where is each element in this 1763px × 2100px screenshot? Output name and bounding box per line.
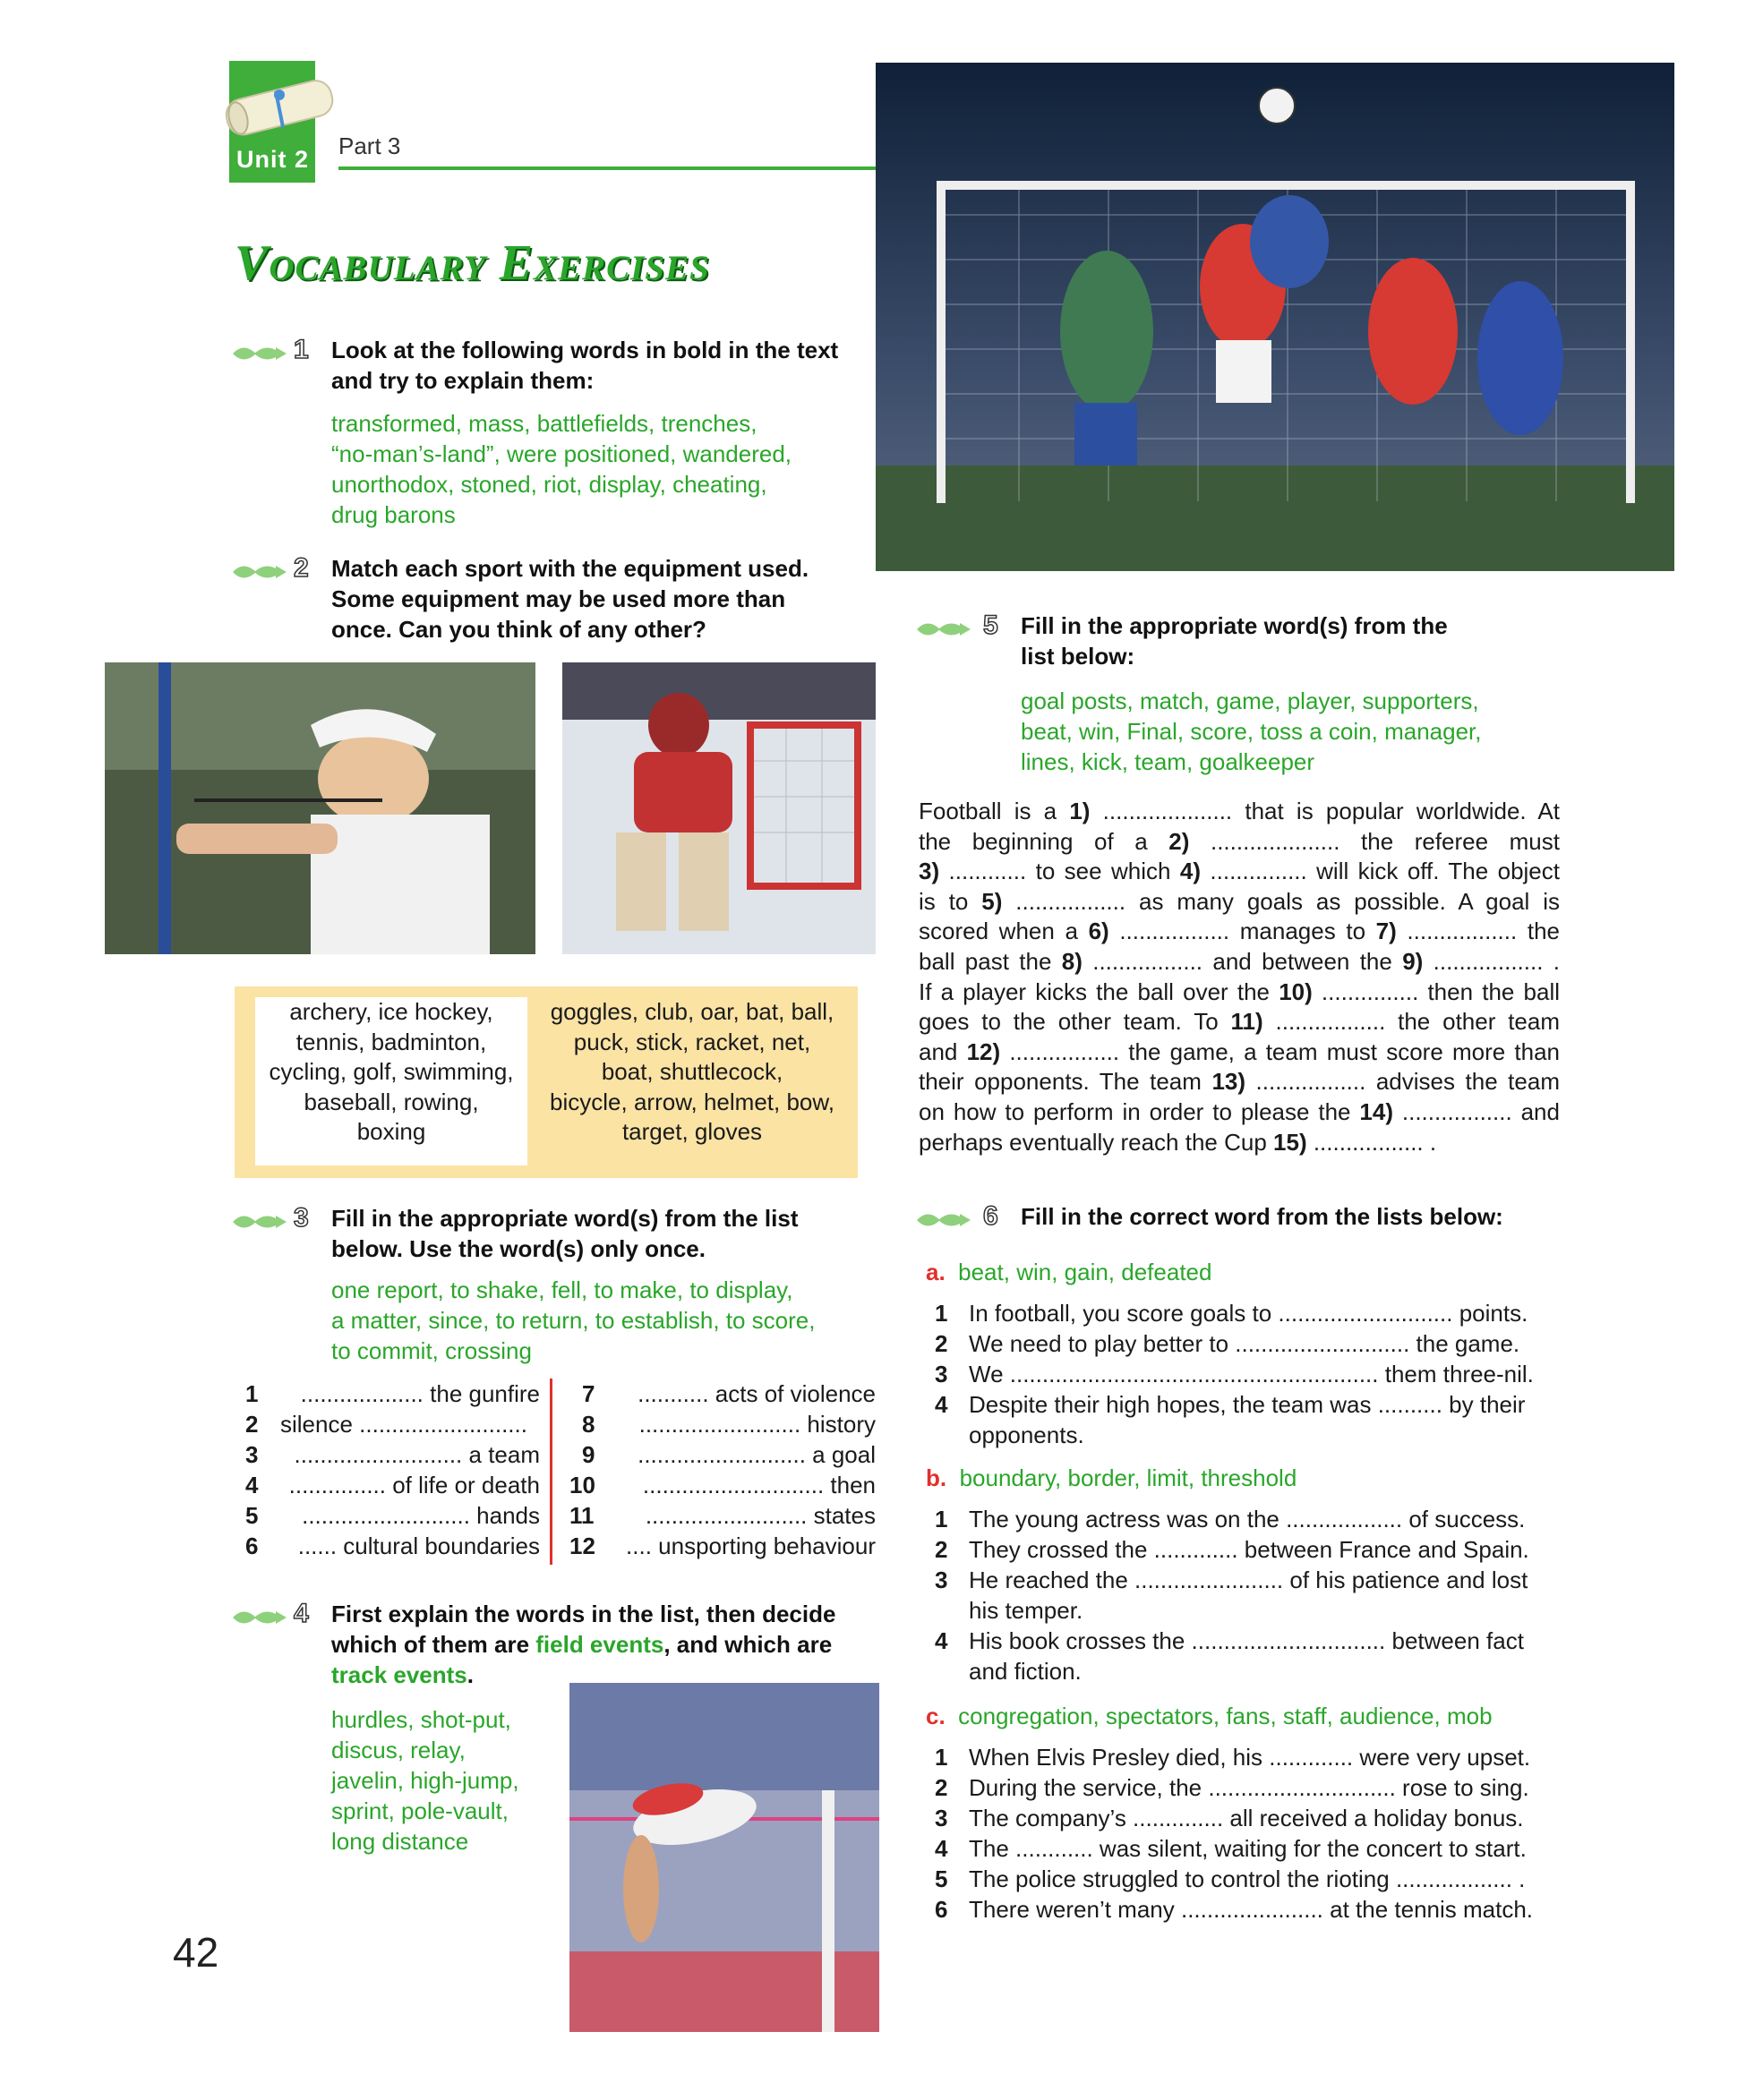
paragraph-text: goes to the other team. To xyxy=(919,1008,1231,1036)
item-number: 9 xyxy=(582,1441,595,1468)
paragraph-line xyxy=(919,857,1560,887)
paragraph-text: .................... the referee must xyxy=(1189,827,1560,855)
item-text: The ............ was silent, waiting for the concert to start. xyxy=(969,1835,1527,1862)
item-number: 2 xyxy=(935,1774,948,1801)
item-text: ........... acts of violence xyxy=(638,1380,876,1407)
paragraph-text: .................... that is popular worldwide. At xyxy=(1090,798,1560,824)
item-number: 1 xyxy=(935,1744,948,1771)
item-number: 4 xyxy=(935,1627,948,1654)
item-text: The young actress was on the .................. of success. xyxy=(969,1506,1526,1532)
section-c-words: c. congregation, spectators, fans, staff, audience, mob xyxy=(926,1703,1493,1729)
exercise-arrow-icon xyxy=(231,560,288,584)
item-number: 1 xyxy=(935,1300,948,1327)
item-text: ...... cultural boundaries xyxy=(297,1532,540,1559)
item-number: 2 xyxy=(935,1330,948,1357)
paragraph-line xyxy=(919,1037,1560,1068)
item-text: We need to play better to ........................... the game. xyxy=(969,1330,1520,1357)
paragraph-text: ................. advises the team xyxy=(1245,1068,1560,1096)
item-number: 6 xyxy=(935,1896,948,1923)
item-text: During the service, the ............................. rose to sing. xyxy=(969,1774,1529,1801)
paragraph-text: ................. manages to xyxy=(1108,918,1376,945)
item-text: .......................... a goal xyxy=(638,1441,876,1468)
paragraph-text: ................. the xyxy=(1396,918,1561,945)
exercise-number: 3 xyxy=(294,1203,309,1233)
paragraph-text: ................. . xyxy=(1306,1128,1437,1156)
paragraph-line xyxy=(919,1128,1560,1158)
gap-number: 3) xyxy=(919,858,940,885)
item-text: Despite their high hopes, the team was .......... by their xyxy=(969,1391,1526,1418)
gap-number: 11) xyxy=(1230,1008,1263,1036)
item-number: 4 xyxy=(245,1472,259,1498)
header-rule xyxy=(338,166,876,170)
word-list: goal posts, match, game, player, supporters, beat, win, Final, score, toss a coin, manager, lines, kick, team, goalkeeper xyxy=(1021,687,1482,775)
exercise-arrow-icon xyxy=(231,342,288,365)
paragraph-text: ................. as many goals as possible. A goal is xyxy=(1002,887,1560,915)
item-number: 1 xyxy=(245,1380,259,1407)
item-number: 12 xyxy=(569,1532,595,1559)
item-number: 1 xyxy=(935,1506,948,1532)
paragraph-text: perhaps eventually reach the Cup xyxy=(919,1128,1274,1156)
item-number: 7 xyxy=(582,1380,595,1407)
gap-number: 9) xyxy=(1402,947,1424,975)
section-a-words: a. beat, win, gain, defeated xyxy=(926,1259,1212,1285)
item-number: 3 xyxy=(935,1361,948,1387)
paragraph-text: ................. the game, a team must score more than xyxy=(1000,1037,1560,1065)
column-divider xyxy=(550,1379,552,1565)
gap-number: 5) xyxy=(981,887,1003,915)
item-number: 4 xyxy=(935,1391,948,1418)
section-b-words: b. boundary, border, limit, threshold xyxy=(926,1464,1297,1491)
page-title: Vocabulary Exercises xyxy=(235,235,710,291)
diploma-scroll-icon xyxy=(213,75,347,143)
item-number: 3 xyxy=(935,1805,948,1831)
exercise-heading: Fill in the appropriate word(s) from the list below. Use the word(s) only once. xyxy=(331,1205,799,1262)
gap-number: 2) xyxy=(1168,827,1190,855)
item-text: There weren’t many ...................... at the tennis match. xyxy=(969,1896,1534,1923)
item-text: .... unsporting behaviour xyxy=(626,1532,876,1559)
item-text-continued: opponents. xyxy=(969,1421,1084,1448)
gap-number: 12) xyxy=(966,1037,1001,1065)
ice-hockey-photo xyxy=(562,662,876,954)
paragraph-text: ................. . xyxy=(1423,947,1561,975)
paragraph-text: is to xyxy=(919,887,982,915)
paragraph-text: scored when a xyxy=(919,918,1089,945)
paragraph-text: ................. and between the xyxy=(1082,947,1403,975)
item-text-continued: his temper. xyxy=(969,1597,1083,1624)
exercise-arrow-icon xyxy=(231,1210,288,1234)
gap-number: 6) xyxy=(1088,918,1109,945)
item-text: .......................... a team xyxy=(294,1441,540,1468)
exercise-number: 6 xyxy=(983,1201,998,1231)
exercise-heading: Match each sport with the equipment used. Some equipment may be used more than once. Can you think of any other? xyxy=(331,555,809,643)
exercise-number: 4 xyxy=(294,1599,309,1628)
gap-number: 10) xyxy=(1279,977,1313,1005)
exercise-arrow-icon xyxy=(915,1208,972,1232)
paragraph-line xyxy=(919,917,1560,947)
unit-label: Unit 2 xyxy=(236,146,310,173)
gap-number: 4) xyxy=(1179,858,1201,885)
item-text: His book crosses the .............................. between fact xyxy=(969,1627,1524,1654)
paragraph-line xyxy=(919,1097,1560,1128)
item-number: 10 xyxy=(569,1472,595,1498)
paragraph-text: If a player kicks the ball over the xyxy=(919,977,1279,1005)
item-number: 6 xyxy=(245,1532,259,1559)
paragraph-text: on how to perform in order to please the xyxy=(919,1097,1360,1125)
exercise-heading: First explain the words in the list, then decide which of them are field events, and which are track events. xyxy=(331,1601,836,1688)
item-text: We ......................................................... them three-nil. xyxy=(969,1361,1534,1387)
item-number: 11 xyxy=(569,1502,595,1529)
exercise-heading: Fill in the correct word from the lists below: xyxy=(1021,1203,1503,1230)
paragraph-line xyxy=(919,947,1560,977)
part-label: Part 3 xyxy=(338,132,401,159)
item-text: He reached the ....................... of his patience and lost xyxy=(969,1566,1528,1593)
item-text: ............... of life or death xyxy=(288,1472,540,1498)
item-text: .......................... hands xyxy=(302,1502,540,1529)
paragraph-line xyxy=(919,1067,1560,1097)
paragraph-text: ................. and xyxy=(1392,1097,1560,1125)
item-text: silence .......................... xyxy=(280,1411,527,1438)
paragraph-text: and xyxy=(919,1037,967,1065)
exercise-number: 1 xyxy=(294,335,309,364)
paragraph-line xyxy=(919,977,1560,1008)
word-list: hurdles, shot-put, discus, relay, javelin, high-jump, sprint, pole-vault, long distance xyxy=(331,1706,519,1855)
gap-number: 1) xyxy=(1069,798,1091,824)
paragraph-text: ............... will kick off. The object xyxy=(1201,858,1560,885)
gap-number: 15) xyxy=(1273,1128,1307,1156)
paragraph-text: their opponents. The team xyxy=(919,1068,1212,1096)
sports-column: archery, ice hockey, tennis, badminton, cycling, golf, swimming, baseball, rowing, boxing xyxy=(255,997,527,1165)
gap-number: 13) xyxy=(1211,1068,1246,1096)
item-text: ................... the gunfire xyxy=(300,1380,540,1407)
exercise-arrow-icon xyxy=(915,618,972,641)
item-number: 4 xyxy=(935,1835,948,1862)
paragraph-text: the beginning of a xyxy=(919,827,1169,855)
exercise-number: 2 xyxy=(294,553,309,583)
paragraph-line xyxy=(919,887,1560,918)
gap-number: 8) xyxy=(1061,947,1083,975)
item-text: They crossed the ............. between France and Spain. xyxy=(969,1536,1529,1563)
item-number: 5 xyxy=(935,1865,948,1892)
paragraph-text: Football is a xyxy=(919,798,1070,824)
item-text: The police struggled to control the rioting .................. . xyxy=(969,1865,1526,1892)
item-text: When Elvis Presley died, his ............. were very upset. xyxy=(969,1744,1531,1771)
gap-number: 14) xyxy=(1359,1097,1393,1125)
exercise-heading: Look at the following words in bold in the text and try to explain them: xyxy=(331,337,839,394)
equipment-column: goggles, club, oar, bat, ball, puck, stick, racket, net, boat, shuttlecock, bicycle, arrow, helmet, bow, target, gloves xyxy=(550,998,834,1146)
item-number: 5 xyxy=(245,1502,259,1529)
item-text-continued: and fiction. xyxy=(969,1658,1082,1685)
item-number: 3 xyxy=(245,1441,259,1468)
archery-photo xyxy=(105,662,535,954)
paragraph-line xyxy=(919,797,1560,827)
exercise-heading: Fill in the appropriate word(s) from the list below: xyxy=(1021,612,1448,670)
paragraph-text: ball past the xyxy=(919,947,1062,975)
paragraph-text: ................. the other team xyxy=(1262,1008,1561,1036)
paragraph-line xyxy=(919,827,1560,858)
item-text: The company’s .............. all received a holiday bonus. xyxy=(969,1805,1524,1831)
high-jump-photo xyxy=(569,1683,879,2032)
gap-fill-paragraph xyxy=(919,797,1560,1157)
paragraph-text: ............ to see which xyxy=(939,858,1180,885)
gap-number: 7) xyxy=(1375,918,1397,945)
item-number: 2 xyxy=(245,1411,259,1438)
word-list: transformed, mass, battlefields, trenches, “no-man’s-land”, were positioned, wandered, unorthodox, stoned, riot, display, cheating, drug barons xyxy=(331,410,792,528)
item-number: 2 xyxy=(935,1536,948,1563)
word-list: one report, to shake, fell, to make, to display, a matter, since, to return, to establish, to score, to commit, crossing xyxy=(331,1276,816,1364)
item-number: 8 xyxy=(582,1411,595,1438)
exercise-number: 5 xyxy=(983,610,998,640)
paragraph-line xyxy=(919,1007,1560,1037)
exercise-arrow-icon xyxy=(231,1606,288,1629)
paragraph-text: ............... then the ball xyxy=(1312,977,1561,1005)
item-text: ......................... states xyxy=(645,1502,876,1529)
football-photo xyxy=(876,63,1674,571)
item-text: ............................ then xyxy=(642,1472,876,1498)
item-text: In football, you score goals to ........................... points. xyxy=(969,1300,1528,1327)
page-number: 42 xyxy=(173,1929,219,1976)
item-text: ......................... history xyxy=(638,1411,876,1438)
item-number: 3 xyxy=(935,1566,948,1593)
